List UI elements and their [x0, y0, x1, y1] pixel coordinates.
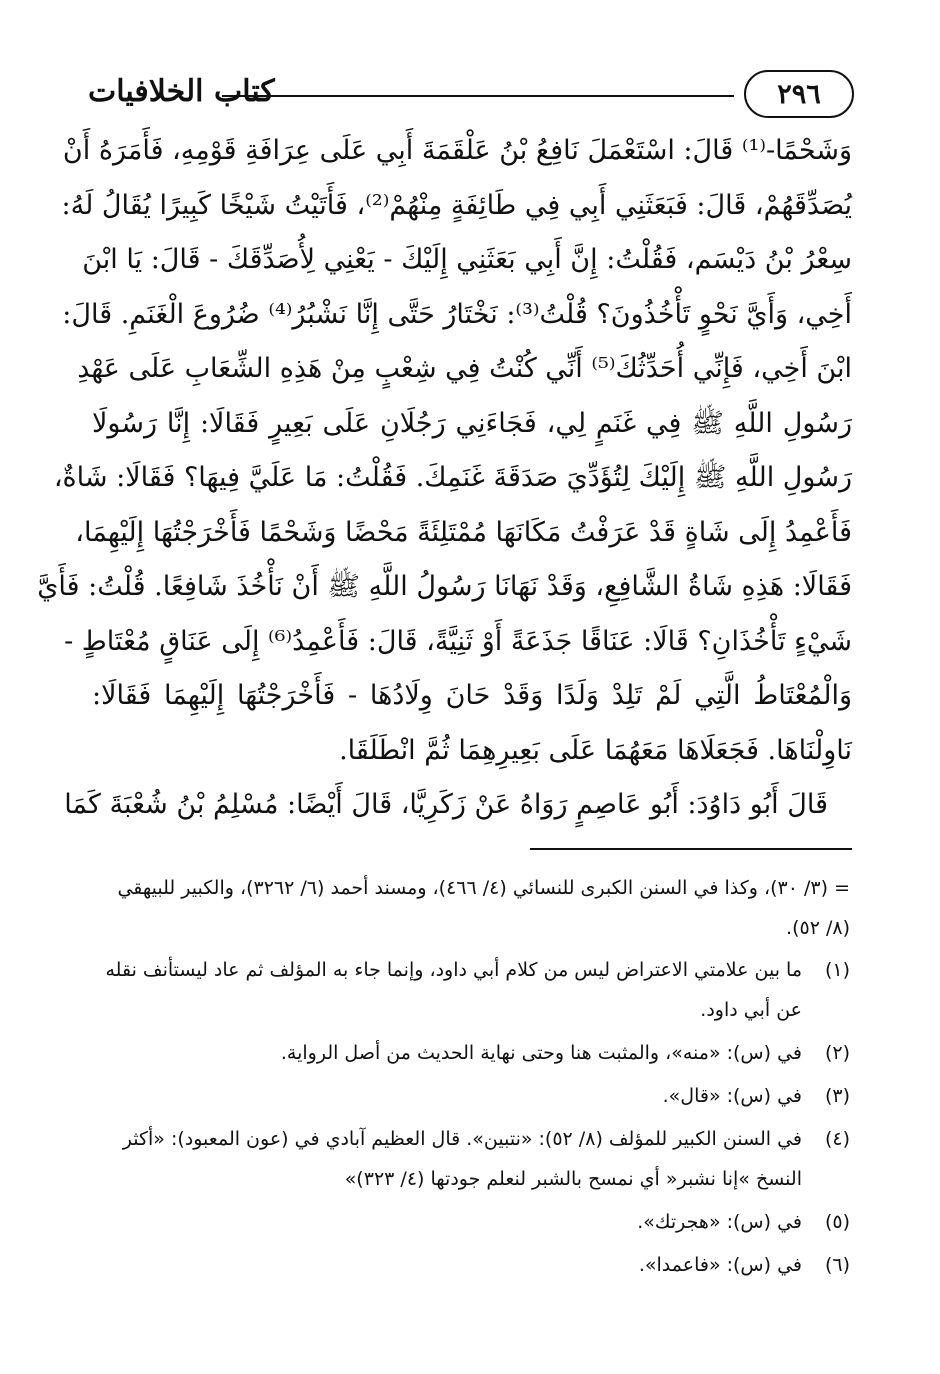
text-line: يُصَدِّقَهُمْ، قَالَ: فَبَعَثَنِي أَبِي فِي طَائِفَةٍ مِنْهُمْ⁽²⁾، فَأَتَيْتُ شَيْخًا كَبِيرًا يُقَالُ لَهُ:	[61, 189, 852, 221]
footnote-text: ما بين علامتي الاعتراض ليس من كلام أبي داود، وإنما جاء به المؤلف ثم عاد ليستأنف نقله عن أبي داود.	[105, 959, 802, 1021]
main-text	[37, 124, 852, 833]
footnote-item	[88, 1202, 850, 1242]
footnote-number: (٦)	[824, 1254, 850, 1276]
header-rule	[222, 95, 734, 97]
text-line: رَسُولِ اللَّهِ ﷺ فِي غَنَمٍ لِي، فَجَاءَنِي رَجُلَانِ عَلَى بَعِيرٍ فَقَالَا: إِنَّا رَسُولَا	[92, 407, 852, 439]
text-line: أَخِي، وَأَيَّ نَحْوٍ تَأْخُذُونَ؟ قُلْتُ⁽³⁾: نَخْتَارُ حَتَّى إِنَّا نَشْبُرُ⁽⁴⁾ ضُرُوعَ الْغَنَمِ. قَالَ:	[62, 298, 852, 330]
footnote-item	[88, 1076, 850, 1116]
footnotes	[88, 868, 850, 1288]
footnote-text: في (س): «هجرتك».	[637, 1211, 802, 1233]
footnote-number: (٤)	[824, 1128, 850, 1150]
text-line: شَيْءٍ تَأْخُذَانِ؟ قَالَا: عَنَاقًا جَذَعَةً أَوْ ثَنِيَّةً، قَالَ: فَأَعْمِدُ⁽⁶⁾ إِلَى عَنَاقٍ مُعْتَاطٍ -	[64, 625, 852, 657]
text-line: قَالَ أَبُو دَاوُدَ: أَبُو عَاصِمٍ رَوَاهُ عَنْ زَكَرِيَّا، قَالَ أَيْضًا: مُسْلِمُ بْنُ شُعْبَةَ كَمَا	[64, 789, 828, 820]
footnote-separator	[530, 848, 852, 850]
page-number: ٢٩٦	[777, 78, 821, 110]
text-line: فَأَعْمِدُ إِلَى شَاةٍ قَدْ عَرَفْتُ مَكَانَهَا مُمْتَلِئَةً مَحْضًا وَشَحْمًا فَأَخْرَجْتُهَا إِلَيْهِمَا،	[75, 516, 852, 548]
footnote-continuation: = (٣/ ٣٠)، وكذا في السنن الكبرى للنسائي (٤/ ٤٦٦)، ومسند أحمد (٦/ ٣٢٦٢)، والكبير للبيهقي (٨/ ٥٢).	[117, 877, 850, 939]
footnote-item	[88, 1245, 850, 1285]
footnote-item	[88, 1119, 850, 1199]
footnote-text: في (س): «فاعمدا».	[638, 1254, 802, 1276]
text-line: وَشَحْمًا-⁽¹⁾ قَالَ: اسْتَعْمَلَ نَافِعُ بْنُ عَلْقَمَةَ أَبِي عَلَى عِرَافَةِ قَوْمِهِ، فَأَمَرَهُ أَنْ	[62, 135, 852, 166]
text-line: سِعْرُ بْنُ دَيْسَم، فَقُلْتُ: إِنَّ أَبِي بَعَثَنِي إِلَيْكَ - يَعْنِي لِأُصَدِّقَكَ - قَالَ: يَا ابْنَ	[82, 244, 852, 275]
page-header	[88, 70, 854, 122]
footnote-text: في (س): «منه»، والمثبت هنا وحتى نهاية الحديث من أصل الرواية.	[280, 1042, 802, 1064]
text-line: نَاوِلْنَاهَا. فَجَعَلَاهَا مَعَهُمَا عَلَى بَعِيرِهِمَا ثُمَّ انْطَلَقَا.	[339, 734, 852, 766]
text-line: ابْنَ أَخِي، فَإِنِّي أُحَدِّثُكَ⁽⁵⁾ أَنِّي كُنْتُ فِي شِعْبٍ مِنْ هَذِهِ الشِّعَابِ عَلَى عَهْدِ	[77, 353, 852, 384]
page-number-badge	[744, 70, 854, 118]
footnote-number: (٣)	[824, 1085, 850, 1107]
text-line: رَسُولِ اللَّهِ ﷺ إِلَيْكَ لِتُؤَدِّيَ صَدَقَةَ غَنَمِكَ. فَقُلْتُ: مَا عَلَيَّ فِيهَا؟ فَقَالَا: شَاةٌ،	[53, 462, 852, 493]
footnote-text: في (س): «قال».	[662, 1085, 802, 1107]
footnote-number: (١)	[824, 959, 850, 981]
footnote-item	[88, 1033, 850, 1073]
text-line: فَقَالَا: هَذِهِ شَاةُ الشَّافِعِ، وَقَدْ نَهَانَا رَسُولُ اللَّهِ ﷺ أَنْ نَأْخُذَ شَافِعًا. قُلْتُ: فَأَيَّ	[37, 571, 852, 602]
book-title: كتاب الخلافيات	[88, 74, 275, 109]
footnote-item	[88, 950, 850, 1030]
text-line: وَالْمُعْتَاطُ الَّتِي لَمْ تَلِدْ وَلَدًا وَقَدْ حَانَ وِلَادُهَا - فَأَخْرَجْتُهَا إِلَيْهِمَا فَقَالَا:	[92, 680, 852, 711]
footnote-number: (٥)	[824, 1211, 850, 1233]
footnote-text: في السنن الكبير للمؤلف (٨/ ٥٢): «نتبين». قال العظيم آبادي في (عون المعبود): «أكثر النسخ »إنا نشبر« أي نمسح بالشبر لنعلم جودتها (٤/ ٣٢٣)»	[122, 1128, 802, 1190]
footnote-number: (٢)	[824, 1042, 850, 1064]
